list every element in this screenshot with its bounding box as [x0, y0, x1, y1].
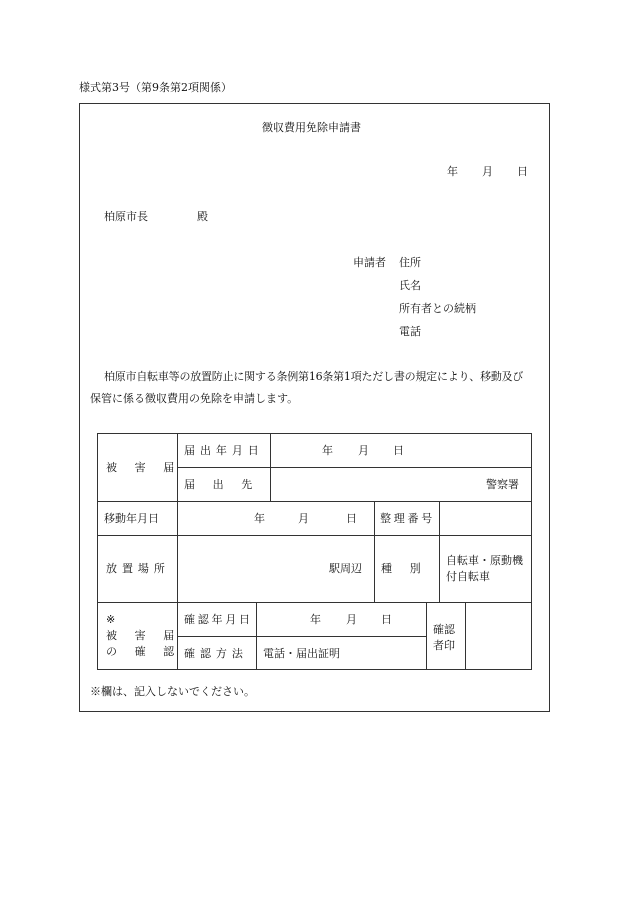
- confirm-mark: ※: [106, 613, 116, 626]
- applicant-phone-label: 電話: [399, 325, 421, 338]
- applicant-name-label: 氏名: [399, 279, 421, 292]
- confirm-method-value: 電話・届出証明: [263, 647, 340, 660]
- applicant-label: 申請者: [353, 256, 386, 269]
- report-date-year: 年: [322, 444, 333, 457]
- move-date-label: 移動年月日: [104, 512, 159, 525]
- form-number: 様式第3号（第9条第2項関係）: [79, 81, 232, 94]
- seal-label-line1: 確認: [433, 623, 455, 636]
- date-day: 日: [517, 165, 528, 178]
- move-date-month: 月: [298, 512, 309, 525]
- confirm-date-month: 月: [346, 613, 357, 626]
- honorific: 殿: [197, 210, 208, 223]
- location-label: 放置場所: [106, 562, 170, 575]
- date-year: 年: [447, 165, 458, 178]
- station-area: 駅周辺: [329, 562, 362, 575]
- confirm-date-year: 年: [310, 613, 321, 626]
- applicant-relation-label: 所有者との続柄: [399, 302, 476, 315]
- mayor-label: 柏原市長: [104, 210, 148, 223]
- body-text-line1: 柏原市自転車等の放置防止に関する条例第16条第1項ただし書の規定により、移動及び: [104, 370, 524, 383]
- report-date-label: 届出年月日: [184, 444, 264, 457]
- vehicle-type-line2: 付自転車: [446, 570, 490, 583]
- confirm-method-label: 確認方法: [184, 647, 248, 660]
- move-date-year: 年: [254, 512, 265, 525]
- report-date-day: 日: [393, 444, 404, 457]
- footnote: ※欄は、記入しないでください。: [90, 685, 255, 698]
- body-text-line2: 保管に係る徴収費用の免除を申請します。: [90, 392, 299, 405]
- police-station: 警察署: [486, 478, 519, 491]
- confirm-label-line1: 被害届: [106, 629, 192, 642]
- report-dest-label: 届出先: [184, 478, 270, 491]
- category-label: 種別: [381, 562, 439, 575]
- date-month: 月: [482, 165, 493, 178]
- report-date-month: 月: [358, 444, 369, 457]
- move-date-day: 日: [346, 512, 357, 525]
- confirm-date-day: 日: [381, 613, 392, 626]
- document-title: 徴収費用免除申請書: [262, 121, 361, 134]
- damage-report-label: 被害届: [106, 461, 192, 474]
- vehicle-type-line1: 自転車・原動機: [446, 554, 523, 567]
- ref-number-label: 整理番号: [380, 512, 435, 525]
- confirm-label-line2: の確認: [106, 645, 192, 658]
- confirm-date-label: 確認年月日: [184, 613, 253, 626]
- applicant-address-label: 住所: [399, 256, 421, 269]
- seal-label-line2: 者印: [433, 639, 455, 652]
